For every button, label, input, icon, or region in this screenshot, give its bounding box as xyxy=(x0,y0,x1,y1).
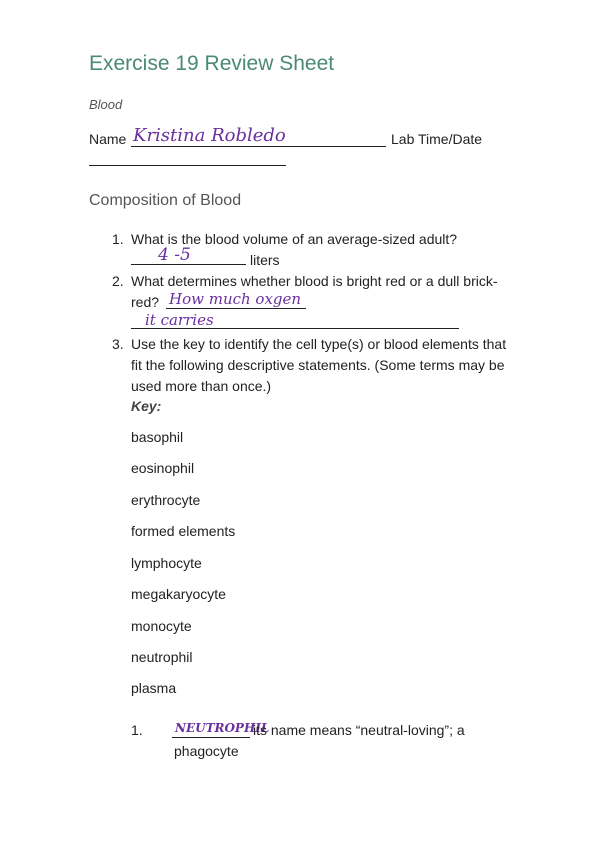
section-title: Composition of Blood xyxy=(89,192,242,209)
subquestion-1-answer[interactable]: NEUTROPHIL xyxy=(175,721,270,735)
question-2-text-line1: What determines whether blood is bright red or a dull brick- xyxy=(131,273,498,289)
question-3-number: 3. xyxy=(112,336,124,352)
question-3-text-line1: Use the key to identify the cell type(s) or blood elements that xyxy=(131,336,507,352)
key-item-neutrophil: neutrophil xyxy=(131,649,193,665)
question-2-answer-line-1 xyxy=(166,308,306,309)
name-field-line xyxy=(131,146,386,147)
question-1-answer[interactable]: 4 -5 xyxy=(158,245,191,265)
lab-time-label: Lab Time/Date xyxy=(391,131,483,147)
name-value[interactable]: Kristina Robledo xyxy=(133,125,286,146)
subquestion-1-number: 1. xyxy=(131,722,143,738)
question-1-answer-line xyxy=(131,264,246,265)
question-3-text-line3: used more than once.) xyxy=(131,378,272,394)
question-1-number: 1. xyxy=(112,231,124,247)
question-2-text-line2: red? xyxy=(131,294,160,310)
key-item-monocyte: monocyte xyxy=(131,618,192,634)
question-2-number: 2. xyxy=(112,273,124,289)
page-subtitle: Blood xyxy=(89,97,123,112)
key-item-eosinophil: eosinophil xyxy=(131,460,195,476)
question-1-text: What is the blood volume of an average-sized adult? xyxy=(131,231,458,247)
subquestion-1-text-line1: its name means “neutral-loving”; a xyxy=(253,722,465,738)
key-item-plasma: plasma xyxy=(131,680,177,696)
key-item-erythrocyte: erythrocyte xyxy=(131,492,201,508)
question-2-answer-line-2 xyxy=(131,328,459,329)
page-title: Exercise 19 Review Sheet xyxy=(89,52,335,75)
subquestion-1-text-line2: phagocyte xyxy=(174,743,239,759)
key-item-formed-elements: formed elements xyxy=(131,523,236,539)
question-2-answer-line1[interactable]: How much oxgen xyxy=(169,290,302,308)
question-1-suffix: liters xyxy=(250,252,280,268)
key-item-lymphocyte: lymphocyte xyxy=(131,555,202,571)
subquestion-1-answer-line xyxy=(172,737,250,738)
lab-time-field-line[interactable] xyxy=(89,165,286,166)
key-title: Key: xyxy=(131,398,162,414)
name-label: Name xyxy=(89,131,127,147)
key-item-basophil: basophil xyxy=(131,429,184,445)
question-3-text-line2: fit the following descriptive statements. (Some terms may be xyxy=(131,357,505,373)
question-2-answer-line2[interactable]: it carries xyxy=(145,311,214,329)
key-item-megakaryocyte: megakaryocyte xyxy=(131,586,226,602)
